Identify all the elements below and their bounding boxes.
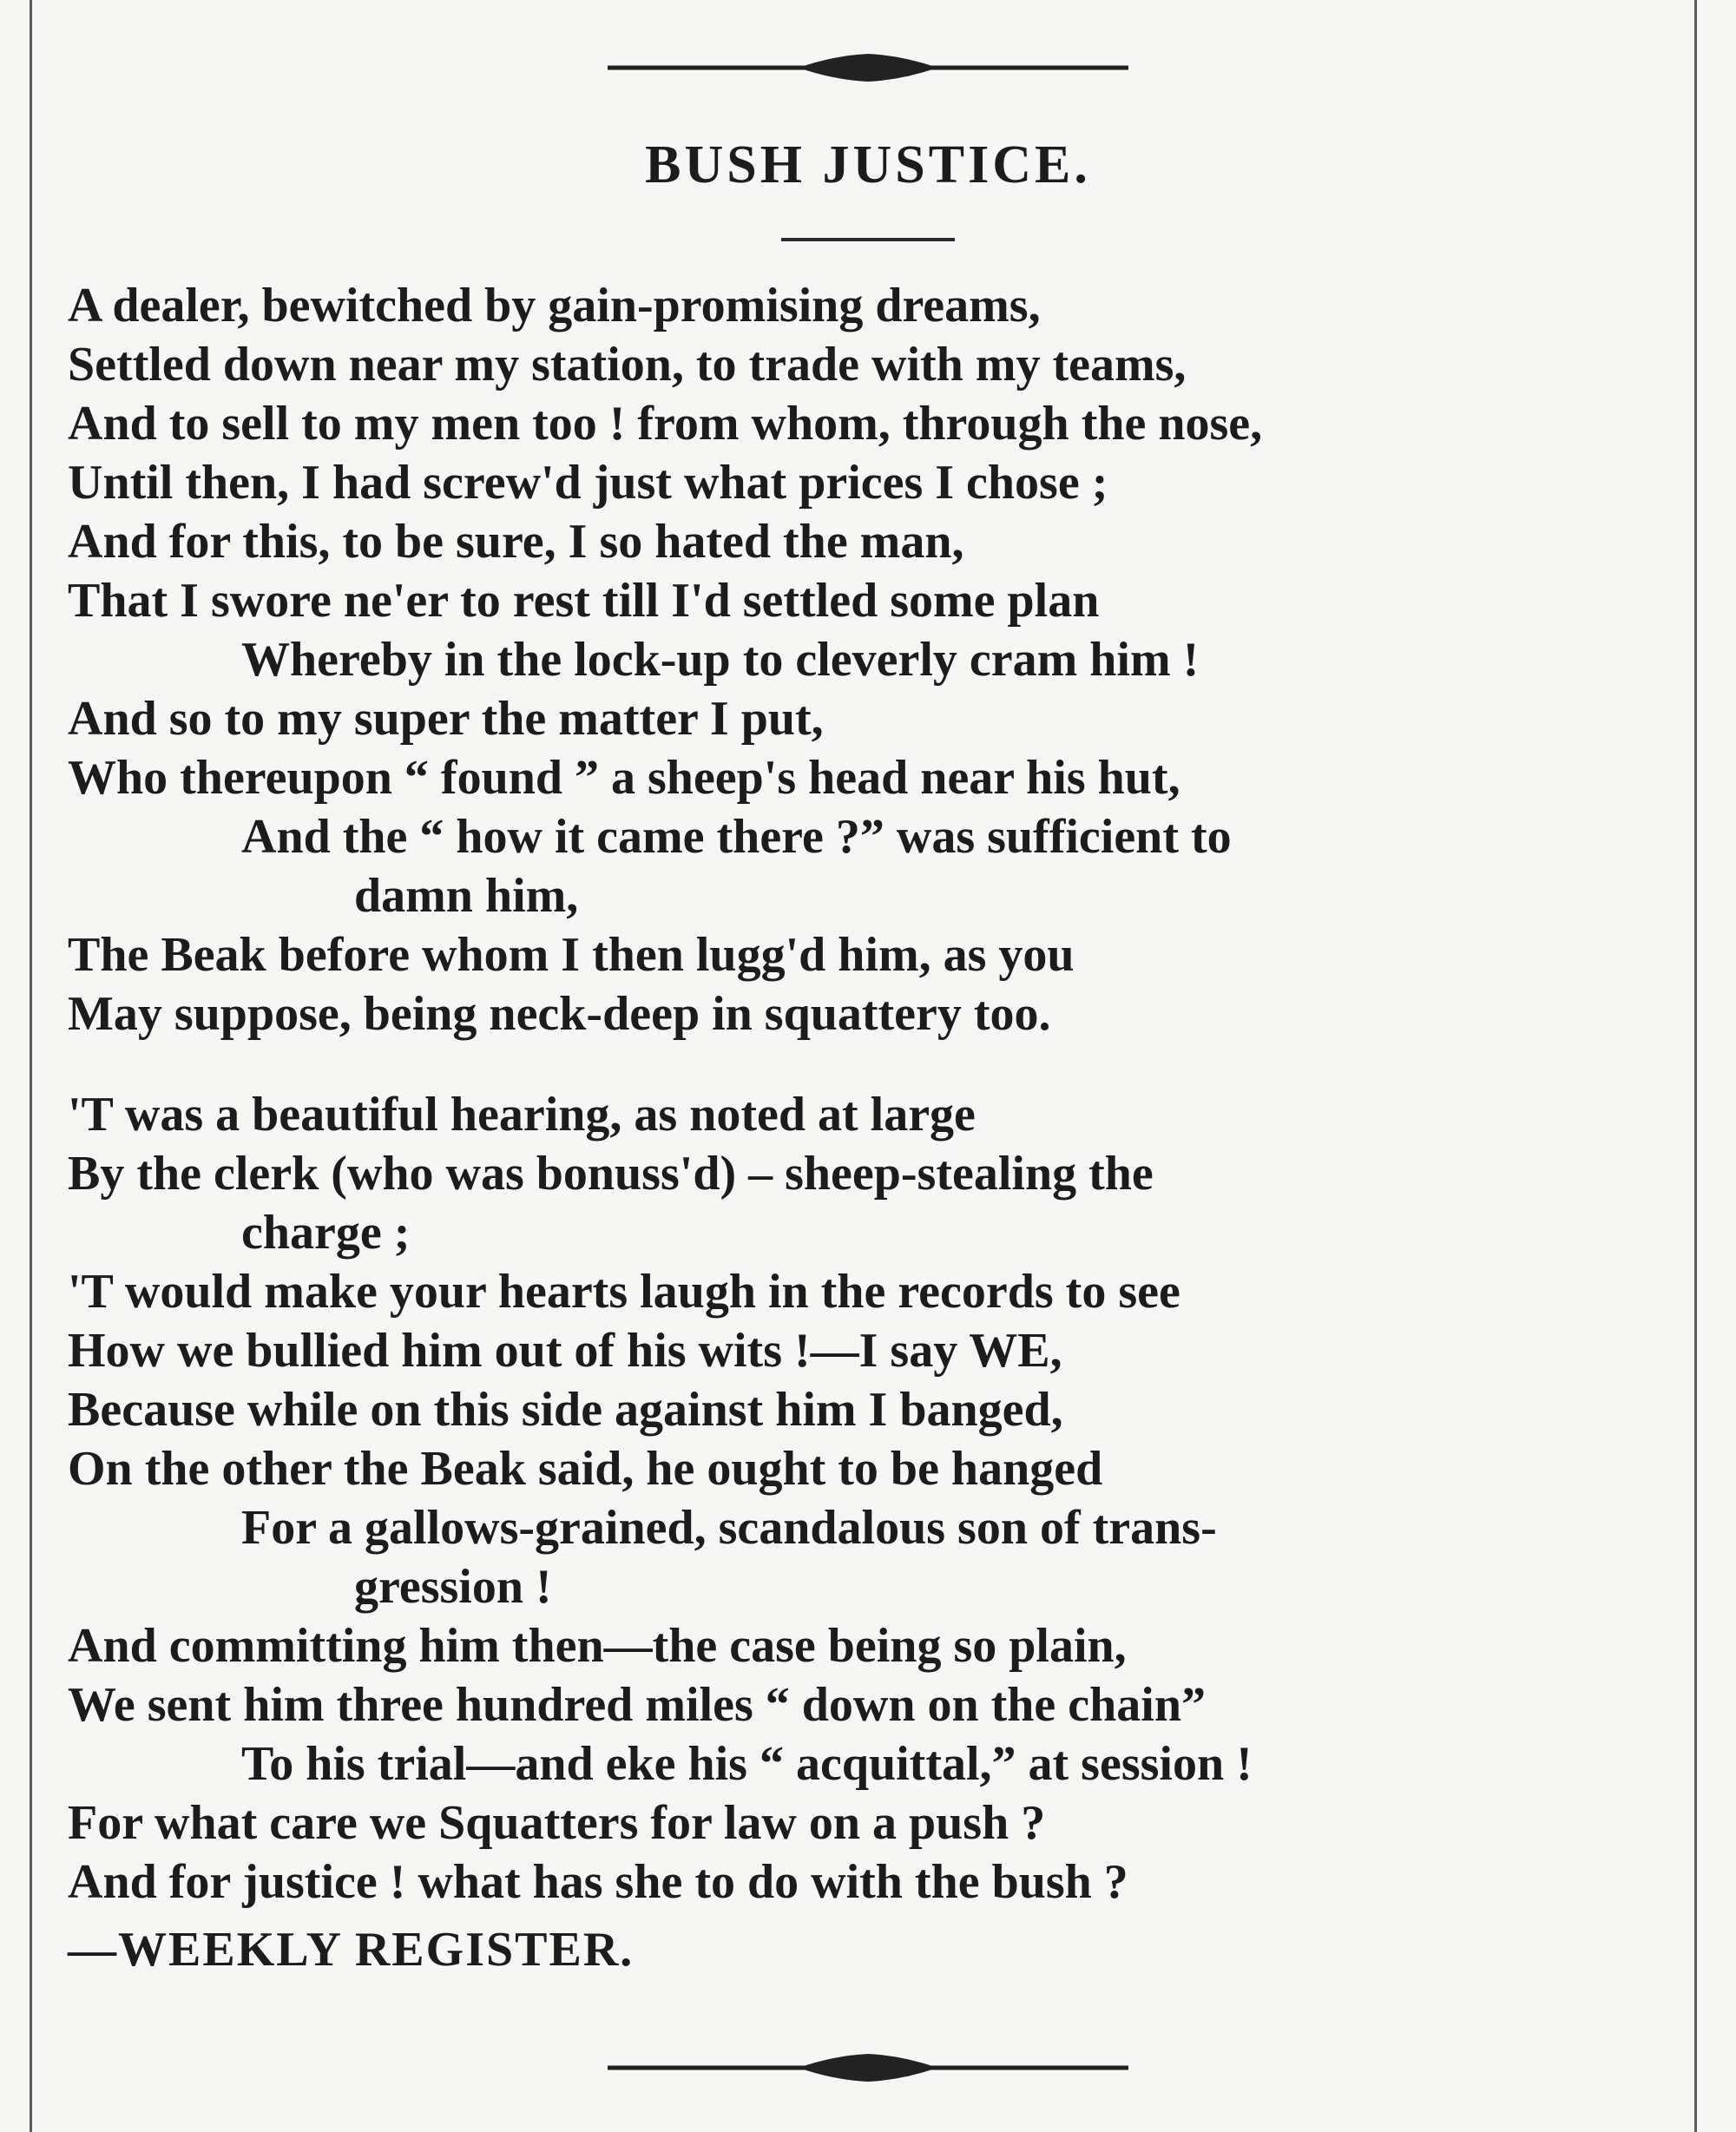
poem-line: Whereby in the lock-up to cleverly cram him ! [241,633,1200,687]
poem-line: We sent him three hundred miles “ down on the chain” [68,1678,1206,1732]
poem-line: On the other the Beak said, he ought to be hanged [68,1442,1103,1496]
poem-line: Settled down near my station, to trade with my teams, [68,338,1187,392]
poem-title: BUSH JUSTICE. [645,135,1091,194]
stanza-1 [68,276,1682,1043]
poem-line: And so to my super the matter I put, [68,692,824,746]
stanza-2 [68,1085,1682,1912]
attribution: —WEEKLY REGISTER. [68,1923,635,1977]
poem-line: A dealer, bewitched by gain-promising dreams, [68,279,1041,332]
poem-line: How we bullied him out of his wits !—I say WE, [68,1324,1062,1378]
column-rule-left [30,0,32,2132]
poem-line: For what care we Squatters for law on a push ? [68,1796,1046,1850]
poem-line: To his trial—and eke his “ acquittal,” at session ! [241,1737,1253,1791]
poem-line: That I swore ne'er to rest till I'd settled some plan [68,574,1100,628]
ornament-top-divider [0,50,1736,85]
ornament-bottom-divider [0,2050,1736,2085]
poem-line: charge ; [241,1206,411,1260]
poem-line: The Beak before whom I then lugg'd him, as you [68,928,1075,982]
poem-line: Who thereupon “ found ” a sheep's head near his hut, [68,751,1180,805]
poem-line: Because while on this side against him I banged, [68,1383,1063,1437]
poem-body [68,276,1682,1979]
poem-line: By the clerk (who was bonuss'd) – sheep-stealing the [68,1147,1154,1201]
poem-line: For a gallows-grained, scandalous son of trans- [241,1501,1217,1555]
poem-line: damn him, [354,869,579,923]
poem-line: 'T was a beautiful hearing, as noted at large [68,1088,976,1142]
stanza-gap [68,1043,1682,1085]
title-underline [781,238,955,241]
poem-line: And for this, to be sure, I so hated the man, [68,515,964,569]
poem-line: And committing him then—the case being so plain, [68,1619,1127,1673]
poem-line: gression ! [354,1560,552,1614]
poem-line: 'T would make your hearts laugh in the records to see [68,1265,1180,1319]
poem-line: And the “ how it came there ?” was sufficient to [241,810,1232,864]
poem-line: And for justice ! what has she to do with the bush ? [68,1855,1128,1909]
poem-line: And to sell to my men too ! from whom, through the nose, [68,397,1263,451]
poem-line: May suppose, being neck-deep in squattery too. [68,987,1051,1041]
column-rule-right [1694,0,1697,2132]
poem-line: Until then, I had screw'd just what prices I chose ; [68,456,1108,510]
